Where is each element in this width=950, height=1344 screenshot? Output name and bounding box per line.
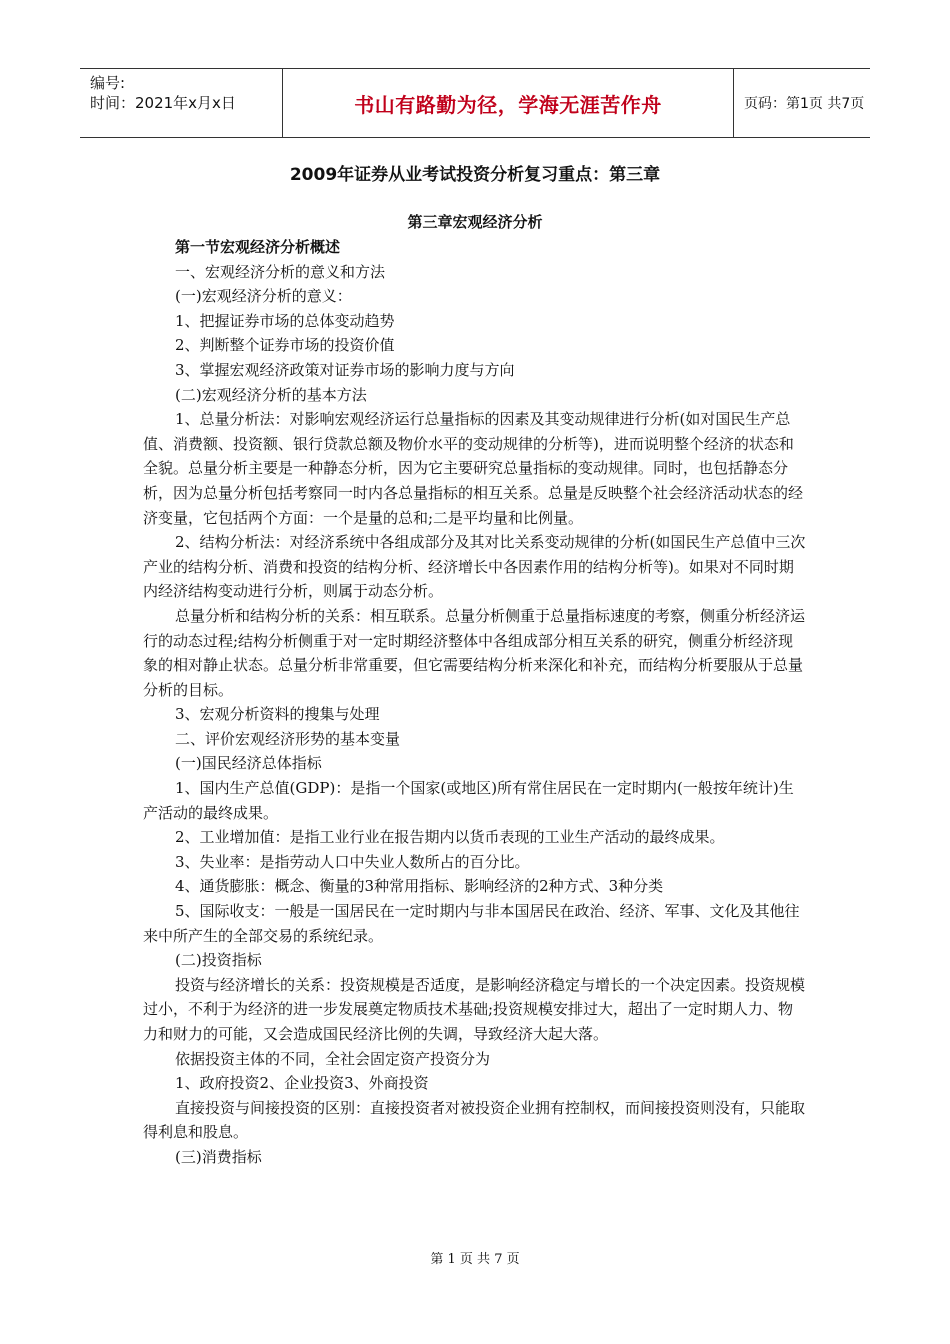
section-heading: 第一节宏观经济分析概述 — [175, 238, 341, 256]
date-line: 时间：2021年x月x日 — [90, 94, 236, 112]
paragraph: 5、国际收支：一般是一国居民在一定时期内与非本国居民在政治、经济、军事、文化及其他往来中所产生的全部交易的系统纪录。 — [143, 902, 800, 945]
header-motto-cell — [282, 69, 734, 137]
paragraph: (二)宏观经济分析的基本方法 — [175, 385, 367, 404]
paragraph: (一)国民经济总体指标 — [175, 754, 322, 773]
document-body — [143, 235, 808, 1170]
paragraph: 1、国内生产总值(GDP)：是指一个国家(或地区)所有常住居民在一定时期内(一般按年统计)生产活动的最终成果。 — [143, 779, 794, 822]
paragraph: 2、判断整个证券市场的投资价值 — [175, 336, 395, 355]
paragraph: 1、把握证券市场的总体变动趋势 — [175, 311, 395, 330]
paragraph: 1、政府投资2、企业投资3、外商投资 — [175, 1074, 429, 1093]
paragraph: 二、评价宏观经济形势的基本变量 — [175, 729, 401, 748]
document-title: 2009年证券从业考试投资分析复习重点：第三章 — [289, 165, 661, 185]
motto-text: 书山有路勤为径，学海无涯苦作舟 — [354, 92, 662, 117]
chapter-title: 第三章宏观经济分析 — [407, 213, 543, 231]
paragraph: (三)消费指标 — [175, 1147, 262, 1166]
paragraph: 依据投资主体的不同，全社会固定资产投资分为 — [175, 1049, 491, 1068]
paragraph: 投资与经济增长的关系：投资规模是否适度，是影响经济稳定与增长的一个决定因素。投资规模过小，不利于为经济的进一步发展奠定物质技术基础;投资规模安排过大，超出了一定时期人力、物力和财力的可能，又会造成国民经济比例的失调，导致经济大起大落。 — [143, 975, 806, 1043]
page-header — [80, 68, 870, 138]
paragraph: 3、掌握宏观经济政策对证券市场的影响力度与方向 — [175, 360, 515, 379]
page-footer: 第 1 页 共 7 页 — [430, 1252, 520, 1267]
paragraph: 一、宏观经济分析的意义和方法 — [175, 262, 386, 281]
paragraph: 4、通货膨胀：概念、衡量的3种常用指标、影响经济的2种方式、3种分类 — [175, 877, 664, 896]
header-page-info: 页码：第1页 共7页 — [744, 96, 865, 112]
paragraph: 直接投资与间接投资的区别：直接投资者对被投资企业拥有控制权，而间接投资则没有，只能取得利息和股息。 — [143, 1098, 806, 1142]
number-label: 编号: — [90, 74, 126, 92]
paragraph: (一)宏观经济分析的意义： — [175, 287, 352, 306]
paragraph: 3、宏观分析资料的搜集与处理 — [175, 705, 380, 724]
header-left-cell — [80, 69, 282, 137]
paragraph: (二)投资指标 — [175, 951, 262, 970]
paragraph: 总量分析和结构分析的关系：相互联系。总量分析侧重于总量指标速度的考察，侧重分析经济运行的动态过程;结构分析侧重于对一定时期经济整体中各组成部分相互关系的研究，侧重分析经济现象的相对静止状态。总量分析非常重要，但它需要结构分析来深化和补充，而结构分析要服从于总量分析的目标。 — [143, 606, 806, 699]
paragraph: 2、结构分析法：对经济系统中各组成部分及其对比关系变动规律的分析(如国民生产总值中三次产业的结构分析、消费和投资的结构分析、经济增长中各因素作用的结构分析等)。如果对不同时期内经济结构变动进行分析，则属于动态分析。 — [143, 533, 806, 601]
paragraph: 1、总量分析法：对影响宏观经济运行总量指标的因素及其变动规律进行分析(如对国民生产总值、消费额、投资额、银行贷款总额及物价水平的变动规律的分析等)，进而说明整个经济的状态和全貌。总量分析主要是一种静态分析，因为它主要研究总量指标的变动规律。同时，也包括静态分析，因为总量分析包括考察同一时内各总量指标的相互关系。总量是反映整个社会经济活动状态的经济变量，它包括两个方面：一个是量的总和;二是平均量和比例量。 — [143, 410, 804, 527]
paragraph: 3、失业率：是指劳动人口中失业人数所占的百分比。 — [175, 852, 530, 871]
paragraph: 2、工业增加值：是指工业行业在报告期内以货币表现的工业生产活动的最终成果。 — [175, 828, 725, 847]
